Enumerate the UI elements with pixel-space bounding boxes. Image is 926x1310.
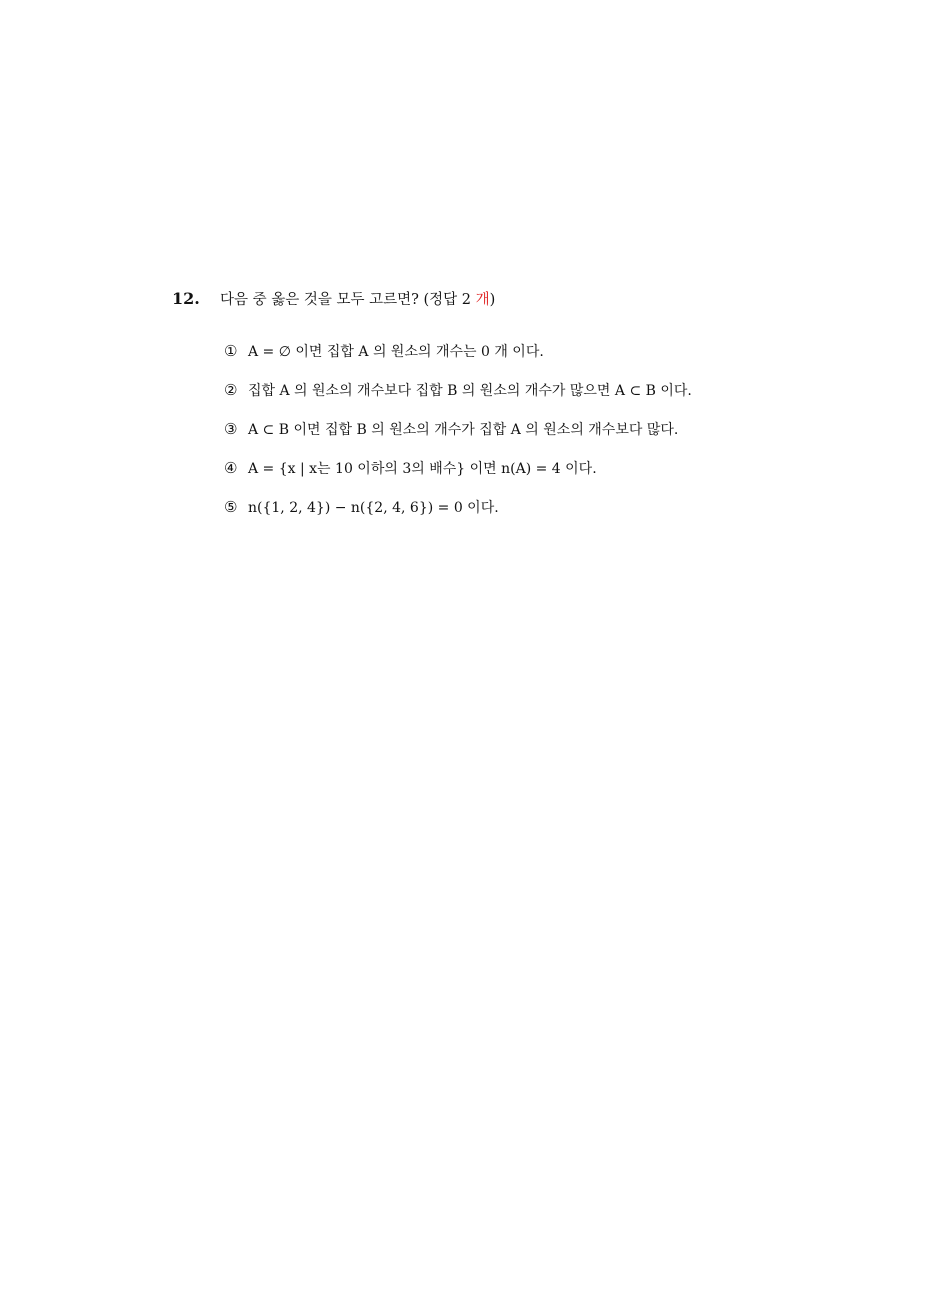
choice-marker: ②: [224, 381, 238, 399]
question-prompt-text: 다음 중 옳은 것을 모두 고르면? (정답 2: [220, 292, 476, 308]
question-number: 12.: [172, 289, 200, 308]
question-prompt-close: ): [489, 292, 496, 308]
choice-item-2[interactable]: [224, 379, 692, 418]
question-prompt: [220, 289, 495, 311]
choice-text: 집합 A 의 원소의 개수보다 집합 B 의 원소의 개수가 많으면 A ⊂ B 이다.: [248, 383, 692, 399]
choice-item-1[interactable]: [224, 340, 692, 379]
question-block: [172, 288, 812, 516]
choice-marker: ⑤: [224, 498, 238, 516]
choice-text: A ⊂ B 이면 집합 B 의 원소의 개수가 집합 A 의 원소의 개수보다 많다.: [248, 422, 679, 438]
choice-item-3[interactable]: [224, 418, 692, 457]
choice-text: A = {x | x는 10 이하의 3의 배수} 이면 n(A) = 4 이다.: [248, 461, 597, 477]
choice-text: n({1, 2, 4}) − n({2, 4, 6}) = 0 이다.: [248, 500, 499, 516]
choice-marker: ④: [224, 459, 238, 477]
choice-item-4[interactable]: [224, 457, 692, 496]
answer-count-unit: 개: [475, 292, 490, 308]
choice-item-5[interactable]: [224, 496, 692, 535]
choice-list: [224, 340, 692, 535]
choice-marker: ③: [224, 420, 238, 438]
choice-marker: ①: [224, 342, 238, 360]
question-header: [172, 288, 812, 311]
choice-text: A = ∅ 이면 집합 A 의 원소의 개수는 0 개 이다.: [248, 344, 544, 360]
